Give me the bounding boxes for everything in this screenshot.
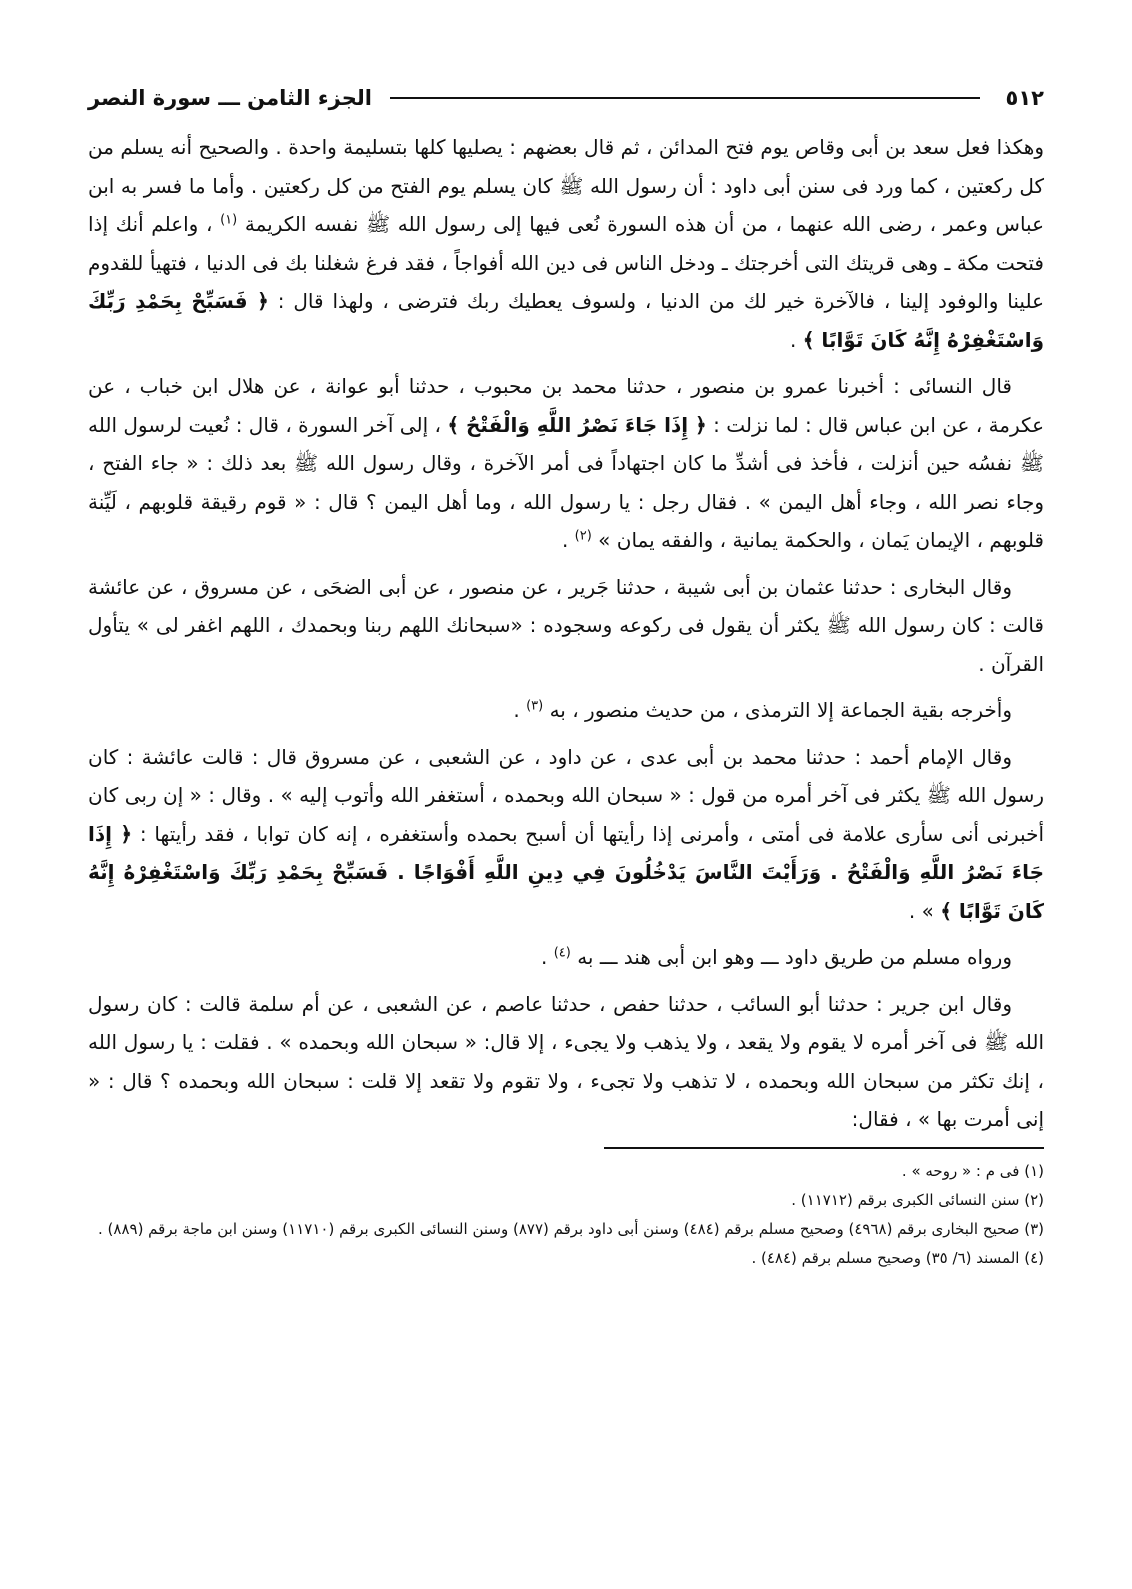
paragraph-4-end: . [513,698,520,722]
header-rule [390,97,980,99]
footnote-ref-3: (٣) [526,698,544,714]
footnote-4: (٤) المسند (٦/ ٣٥) وصحيح مسلم برقم (٤٨٤) . [751,1248,1044,1267]
footnote-separator [604,1147,1044,1149]
running-title: الجزء الثامن ـــ سورة النصر [88,86,372,110]
paragraph-4 [88,691,1044,730]
paragraph-6-end: . [540,945,548,969]
paragraph-3-text: وقال البخارى : حدثنا عثمان بن أبى شيبة ، حدثنا جَرير ، عن منصور ، عن أبى الضحَى ، عن مسروق ، عن عائشة قالت : كان رسول الله ﷺ يكثر أن يقول فى ركوعه وسجوده : «سبحانك اللهم ربنا وبحمدك ، اللهم اغفر لى » يتأول القرآن . [88,574,1044,676]
footnote-ref-1: (١) [220,212,238,228]
paragraph-6-text: ورواه مسلم من طريق داود ـــ وهو ابن أبى هند ـــ به [577,945,1012,969]
footnote-1: (١) فى م : « روحه » . [901,1161,1044,1180]
main-text [88,128,1044,1139]
paragraph-7 [88,985,1044,1139]
paragraph-5-text: وقال الإمام أحمد : حدثنا محمد بن أبى عدى ، عن داود ، عن الشعبى ، عن مسروق قال : قالت عائشة : كان رسول الله ﷺ يكثر فى آخر أمره من قول : « سبحان الله وبحمده ، أستغفر الله وأتوب إليه » . وقال : « إن ربى كان أخبرنى أنى سأرى علامة فى أمتى ، وأمرنى إذا رأيتها أن أسبح بحمده وأستغفره ، إنه كان توابا ، فقد رأيتها : [88,744,1045,846]
quran-verse-1: ﴿ فَسَبِّحْ بِحَمْدِ رَبِّكَ وَاسْتَغْفِرْهُ إِنَّهُ كَانَ تَوَّابًا ﴾ [88,289,1044,352]
paragraph-1-text-a: وهكذا فعل سعد بن أبى وقاص يوم فتح المدائن ، ثم قال بعضهم : يصليها كلها بتسليمة واحدة . والصحيح أنه يسلم من كل ركعتين ، كما ورد فى سنن أبى داود : أن رسول الله ﷺ كان يسلم يوم الفتح من كل ركعتين . وأما ما فسر به ابن عباس وعمر ، رضى الله عنهما ، من أن هذه السورة نُعى فيها إلى رسول الله ﷺ نفسه الكريمة [88,135,1045,236]
footnotes [88,1157,1044,1273]
footnote-3: (٣) صحيح البخارى برقم (٤٩٦٨) وصحيح مسلم برقم (٤٨٤) وسنن أبى داود برقم (٨٧٧) وسنن النسائى الكبرى برقم (١١٧١٠) وسنن ابن ماجة برقم (٨٨٩) . [98,1219,1044,1238]
paragraph-1 [88,128,1044,359]
paragraph-1-end: . [790,327,797,352]
paragraph-5 [88,738,1044,931]
paragraph-5-end: » . [908,898,934,923]
paragraph-6 [88,938,1044,977]
paragraph-7-text: وقال ابن جرير : حدثنا أبو السائب ، حدثنا حفص ، حدثنا عاصم ، عن الشعبى ، عن أم سلمة قالت : كان رسول الله ﷺ فى آخر أمره لا يقوم ولا يقعد ، ولا يذهب ولا يجىء ، إلا قال: « سبحان الله وبحمده » . فقلت : يا رسول الله ، إنك تكثر من سبحان الله وبحمده ، لا تذهب ولا تجىء ، ولا تقوم ولا تقعد إلا قلت : سبحان الله وبحمده ؟ قال : « إنى أمرت بها » ، فقال: [88,991,1044,1131]
quran-verse-2: ﴿ إِذَا جَاءَ نَصْرُ اللَّهِ وَالْفَتْحُ ﴾ [447,412,707,437]
paragraph-2-text-a: قال النسائى : أخبرنا عمرو بن منصور ، حدثنا محمد بن محبوب ، حدثنا أبو عوانة ، عن هلال ابن خباب ، عن عكرمة ، عن ابن عباس قال : لما نزلت : [88,374,1045,437]
footnote-ref-2: (٢) [574,528,592,544]
paragraph-4-text: وأخرجه بقية الجماعة إلا الترمذى ، من حديث منصور ، به [549,698,1012,722]
paragraph-3 [88,568,1044,684]
paragraph-1-text-b: ، واعلم أنك إذا فتحت مكة ـ وهى قريتك التى أخرجتك ـ ودخل الناس فى دين الله أفواجاً ، فقد فرغ شغلنا بك فى الدنيا ، فتهيأ للقدوم علينا والوفود إلينا ، فالآخرة خير لك من الدنيا ، ولسوف يعطيك ربك فترضى ، ولهذا قال : [88,212,1045,313]
footnote-2: (٢) سنن النسائى الكبرى برقم (١١٧١٢) . [791,1190,1044,1209]
footnote-ref-4: (٤) [553,945,571,961]
paragraph-2-end: . [561,528,569,552]
paragraph-2-text-b: ، إلى آخر السورة ، قال : نُعيت لرسول الله ﷺ نفسُه حين أنزلت ، فأخذ فى أشدِّ ما كان اجتهاداً فى أمر الآخرة ، وقال رسول الله ﷺ بعد ذلك : « جاء الفتح ، وجاء نصر الله ، وجاء أهل اليمن » . فقال رجل : يا رسول الله ، وما أهل اليمن ؟ قال : « قوم رقيقة قلوبهم ، لَيِّنة قلوبهم ، الإيمان يَمان ، والحكمة يمانية ، والفقه يمان » [88,412,1044,552]
page-header [88,78,1044,118]
paragraph-2 [88,367,1044,560]
page-number: ٥١٢ [1005,86,1044,110]
book-page [88,78,1044,1273]
quran-verse-3: ﴿ إِذَا جَاءَ نَصْرُ اللَّهِ وَالْفَتْحُ . وَرَأَيْتَ النَّاسَ يَدْخُلُونَ فِي دِينِ اللَّهِ أَفْوَاجًا . فَسَبِّحْ بِحَمْدِ رَبِّكَ وَاسْتَغْفِرْهُ إِنَّهُ كَانَ تَوَّابًا ﴾ [88,821,1044,923]
